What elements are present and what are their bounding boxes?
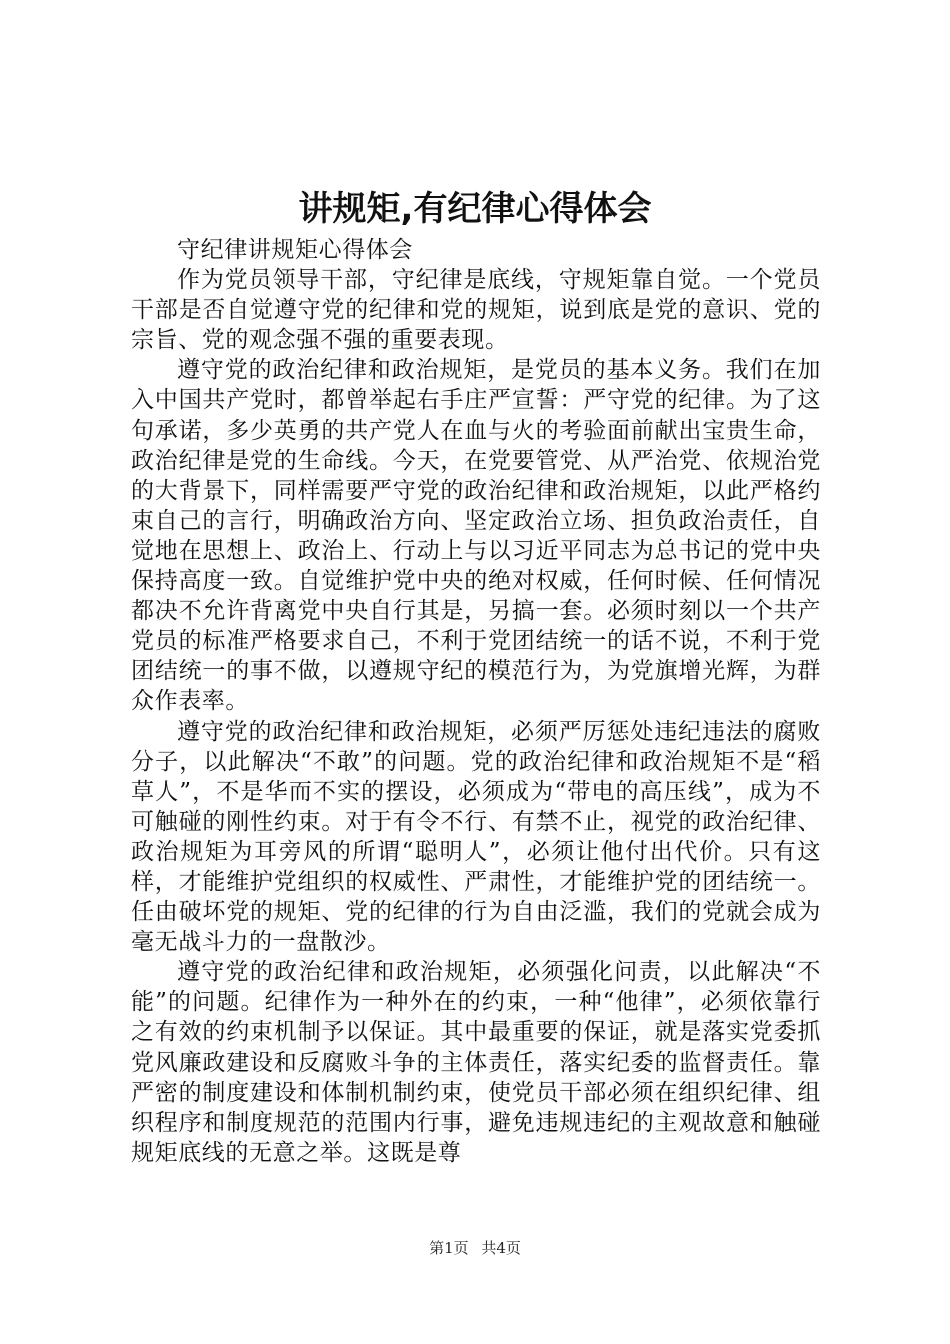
page-title: 讲规矩,有纪律心得体会	[298, 189, 652, 229]
subtitle-paragraph: 守纪律讲规矩心得体会	[177, 237, 413, 263]
page-footer	[0, 1238, 950, 1258]
body-paragraph: 作为党员领导干部，守纪律是底线，守规矩靠自觉。一个党员干部是否自觉遵守党的纪律和党的规矩，说到底是党的意识、党的宗旨、党的观念强不强的重要表现。	[131, 267, 821, 354]
body-paragraph: 遵守党的政治纪律和政治规矩，是党员的基本义务。我们在加入中国共产党时，都曾举起右手庄严宣誓：严守党的纪律。为了这句承诺，多少英勇的共产党人在血与火的考验面前献出宝贵生命，政治纪律是党的生命线。今天，在党要管党、从严治党、依规治党的大背景下，同样需要严守党的政治纪律和政治规矩，以此严格约束自己的言行，明确政治方向、坚定政治立场、担负政治责任，自觉地在思想上、政治上、行动上与以习近平同志为总书记的党中央保持高度一致。自觉维护党中央的绝对权威，任何时候、任何情况都决不允许背离党中央自行其是，另搞一套。必须时刻以一个共产党员的标准严格要求自己，不利于党团结统一的话不说，不利于党团结统一的事不做，以遵规守纪的模范行为，为党旗增光辉，为群众作表率。	[131, 357, 821, 715]
page-total: 共4页	[481, 1239, 521, 1257]
page-number: 第1页	[429, 1239, 469, 1257]
body-paragraph: 遵守党的政治纪律和政治规矩，必须严厉惩处违纪违法的腐败分子，以此解决“不敢”的问题。党的政治纪律和政治规矩不是“稻草人”，不是华而不实的摆设，必须成为“带电的高压线”，成为不可触碰的刚性约束。对于有令不行、有禁不止，视党的政治纪律、政治规矩为耳旁风的所谓“聪明人”，必须让他付出代价。只有这样，才能维护党组织的权威性、严肃性，才能维护党的团结统一。任由破坏党的规矩、党的纪律的行为自由泛滥，我们的党就会成为毫无战斗力的一盘散沙。	[131, 718, 821, 956]
document-body	[131, 235, 821, 1168]
body-paragraph: 遵守党的政治纪律和政治规矩，必须强化问责，以此解决“不能”的问题。纪律作为一种外在的约束，一种“他律”，必须依靠行之有效的约束机制予以保证。其中最重要的保证，就是落实党委抓党风廉政建设和反腐败斗争的主体责任，落实纪委的监督责任。靠严密的制度建设和体制机制约束，使党员干部必须在组织纪律、组织程序和制度规范的范围内行事，避免违规违纪的主观故意和触碰规矩底线的无意之举。这既是尊	[131, 959, 821, 1166]
